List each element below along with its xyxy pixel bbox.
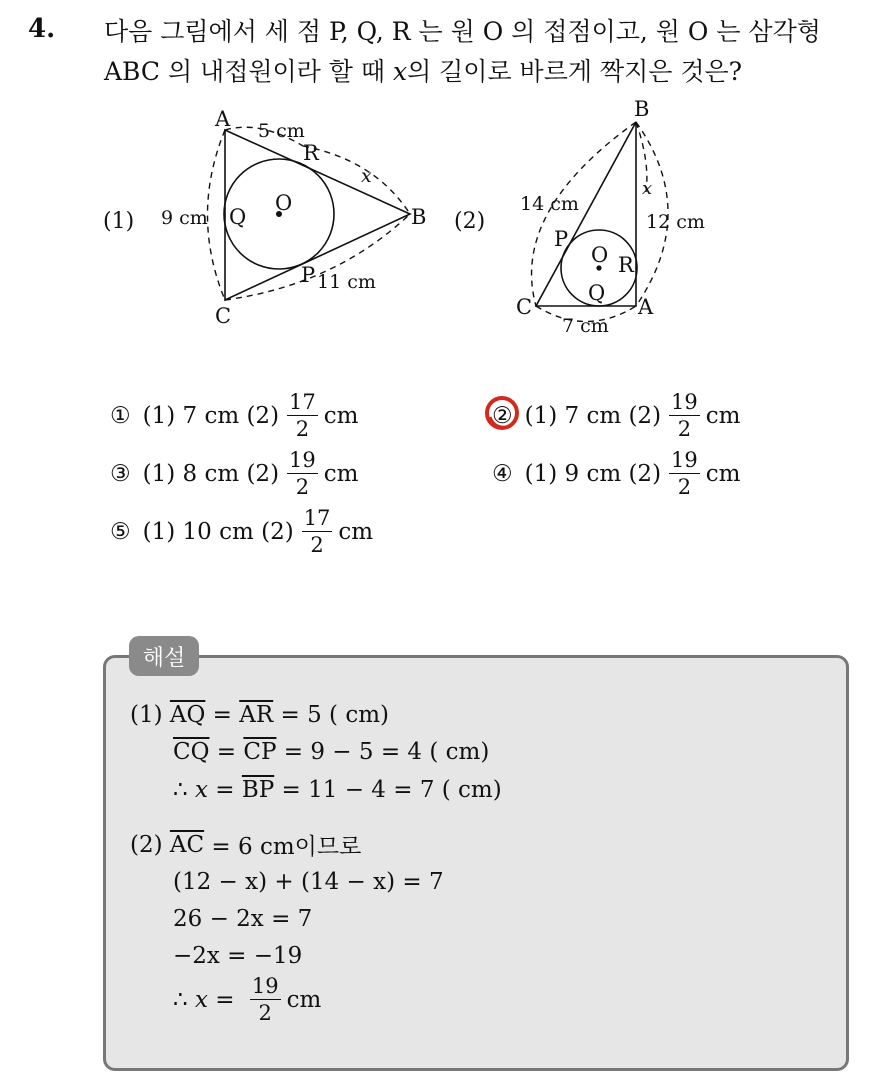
choice-5[interactable] [110, 508, 373, 556]
choice-2-unit: cm [705, 403, 741, 429]
choice-1[interactable] [110, 392, 358, 440]
fraction-numerator: 17 [289, 390, 316, 414]
answer-unit: cm [286, 987, 322, 1013]
choice-1-fraction [287, 392, 318, 440]
figure-2 [450, 92, 730, 342]
length-ac: 9 cm [161, 207, 208, 229]
choice-3-number: ③ [110, 461, 131, 487]
fraction-numerator: 19 [671, 448, 698, 472]
fraction-denominator: 2 [677, 475, 692, 499]
choice-2-number [492, 403, 513, 429]
solution-tag: 해설 [129, 636, 199, 676]
choice-2[interactable] [492, 392, 740, 440]
length-cb: 11 cm [317, 271, 376, 293]
question-line-2-a: ABC 의 내접원이라 할 때 [104, 57, 393, 86]
solution-line-3 [173, 777, 502, 803]
segment-aq: $\overline{AQ}$ [169, 702, 206, 728]
solution-line-3-rest: = 11 − 4 = 7 ( cm) [274, 777, 502, 803]
point-p-2: P [554, 227, 569, 251]
fraction-numerator: 19 [251, 974, 279, 998]
arc-rb [303, 146, 410, 214]
point-p: P [301, 263, 316, 287]
choice-2-number-glyph: ② [492, 403, 513, 429]
choice-3-unit: cm [323, 461, 359, 487]
choice-2-fraction [669, 392, 700, 440]
length-x: x [361, 165, 372, 187]
solution-line-7: −2x = −19 [173, 943, 303, 969]
choice-4-number: ④ [492, 461, 513, 487]
figure-1-label: (1) [103, 209, 135, 234]
solution-part-label-2: (2) [130, 831, 170, 858]
choice-3-fraction [287, 450, 318, 498]
variable-x: x [194, 777, 208, 803]
figure-1 [95, 100, 445, 340]
segment-cq: $\overline{CQ}$ [173, 739, 210, 765]
question-number: 4. [28, 14, 56, 44]
point-c: C [215, 304, 232, 328]
question-variable: x [392, 57, 408, 86]
choice-5-unit: cm [338, 519, 374, 545]
question-text [104, 12, 864, 92]
segment-ac: $\overline{AC}$ [169, 831, 205, 858]
question-line-1: 다음 그림에서 세 점 P, Q, R 는 원 O 의 접점이고, 원 O 는 삼각형 [104, 17, 821, 46]
segment-cp: $\overline{CP}$ [243, 739, 277, 765]
choice-5-fraction [302, 508, 333, 556]
point-q-2: Q [588, 281, 606, 305]
choice-2-text: (1) 7 cm (2) [524, 403, 662, 429]
solution-line-4-rest: = 6 cm이므로 [204, 834, 362, 860]
figure-2-label: (2) [454, 209, 486, 234]
fraction-denominator: 2 [295, 475, 310, 499]
fraction-denominator: 2 [295, 417, 310, 441]
point-r-2: R [618, 253, 634, 277]
fraction-denominator: 2 [258, 1001, 272, 1025]
solution-line-5: (12 − x) + (14 − x) = 7 [173, 869, 444, 895]
point-b: B [411, 205, 427, 229]
point-a: A [215, 107, 231, 131]
solution-box [103, 655, 849, 1071]
length-bc: 14 cm [520, 193, 579, 215]
solution-line-4 [130, 828, 361, 861]
choice-4-text: (1) 9 cm (2) [524, 461, 662, 487]
variable-x: x [194, 987, 208, 1013]
segment-ar: $\overline{AR}$ [239, 702, 274, 728]
arc-ac [208, 130, 226, 300]
choice-4-unit: cm [705, 461, 741, 487]
point-r: R [303, 141, 319, 165]
length-ar: 5 cm [258, 120, 305, 142]
choice-1-text: (1) 7 cm (2) [142, 403, 280, 429]
point-o-2: O [591, 243, 609, 267]
choice-1-unit: cm [323, 403, 359, 429]
solution-line-1-rest: = 5 ( cm) [273, 702, 389, 728]
choice-4[interactable] [492, 450, 740, 498]
therefore-symbol: ∴ [173, 777, 195, 803]
fraction-denominator: 2 [310, 533, 324, 557]
solution-line-2 [173, 739, 489, 765]
answer-choices [110, 392, 810, 572]
length-ba: 12 cm [646, 211, 705, 233]
length-ca: 7 cm [562, 315, 609, 337]
equals-sign: = [207, 777, 242, 803]
choice-3-text: (1) 8 cm (2) [142, 461, 280, 487]
fraction-numerator: 19 [289, 448, 316, 472]
selected-mark-icon [482, 393, 522, 433]
point-q: Q [229, 205, 247, 229]
choice-5-text: (1) 10 cm (2) [142, 519, 294, 545]
point-a-2: A [638, 295, 654, 319]
question-line-2-b: 의 길이로 바르게 짝지은 것은? [407, 57, 743, 86]
solution-part-label-1: (1) [130, 702, 170, 728]
choice-5-number: ⑤ [110, 519, 131, 545]
solution-line-6: 26 − 2x = 7 [173, 906, 313, 932]
equals-sign: = [209, 739, 244, 765]
choice-4-fraction [669, 450, 700, 498]
solution-line-2-rest: = 9 − 5 = 4 ( cm) [276, 739, 490, 765]
equals-sign: = [205, 702, 240, 728]
fraction-numerator: 17 [303, 506, 331, 530]
equals-sign: = [207, 987, 242, 1013]
fraction-denominator: 2 [677, 417, 692, 441]
point-o: O [275, 191, 293, 215]
solution-line-1 [130, 702, 389, 728]
answer-fraction [250, 976, 281, 1024]
solution-line-8 [173, 976, 321, 1024]
choice-3[interactable] [110, 450, 358, 498]
length-x-2: x [642, 178, 653, 199]
choice-1-number: ① [110, 403, 131, 429]
point-c-2: C [516, 295, 533, 319]
question-line-2 [104, 52, 864, 92]
point-b-2: B [634, 97, 650, 121]
therefore-symbol: ∴ [173, 987, 195, 1013]
segment-bp: $\overline{BP}$ [241, 777, 275, 803]
fraction-numerator: 19 [671, 390, 698, 414]
